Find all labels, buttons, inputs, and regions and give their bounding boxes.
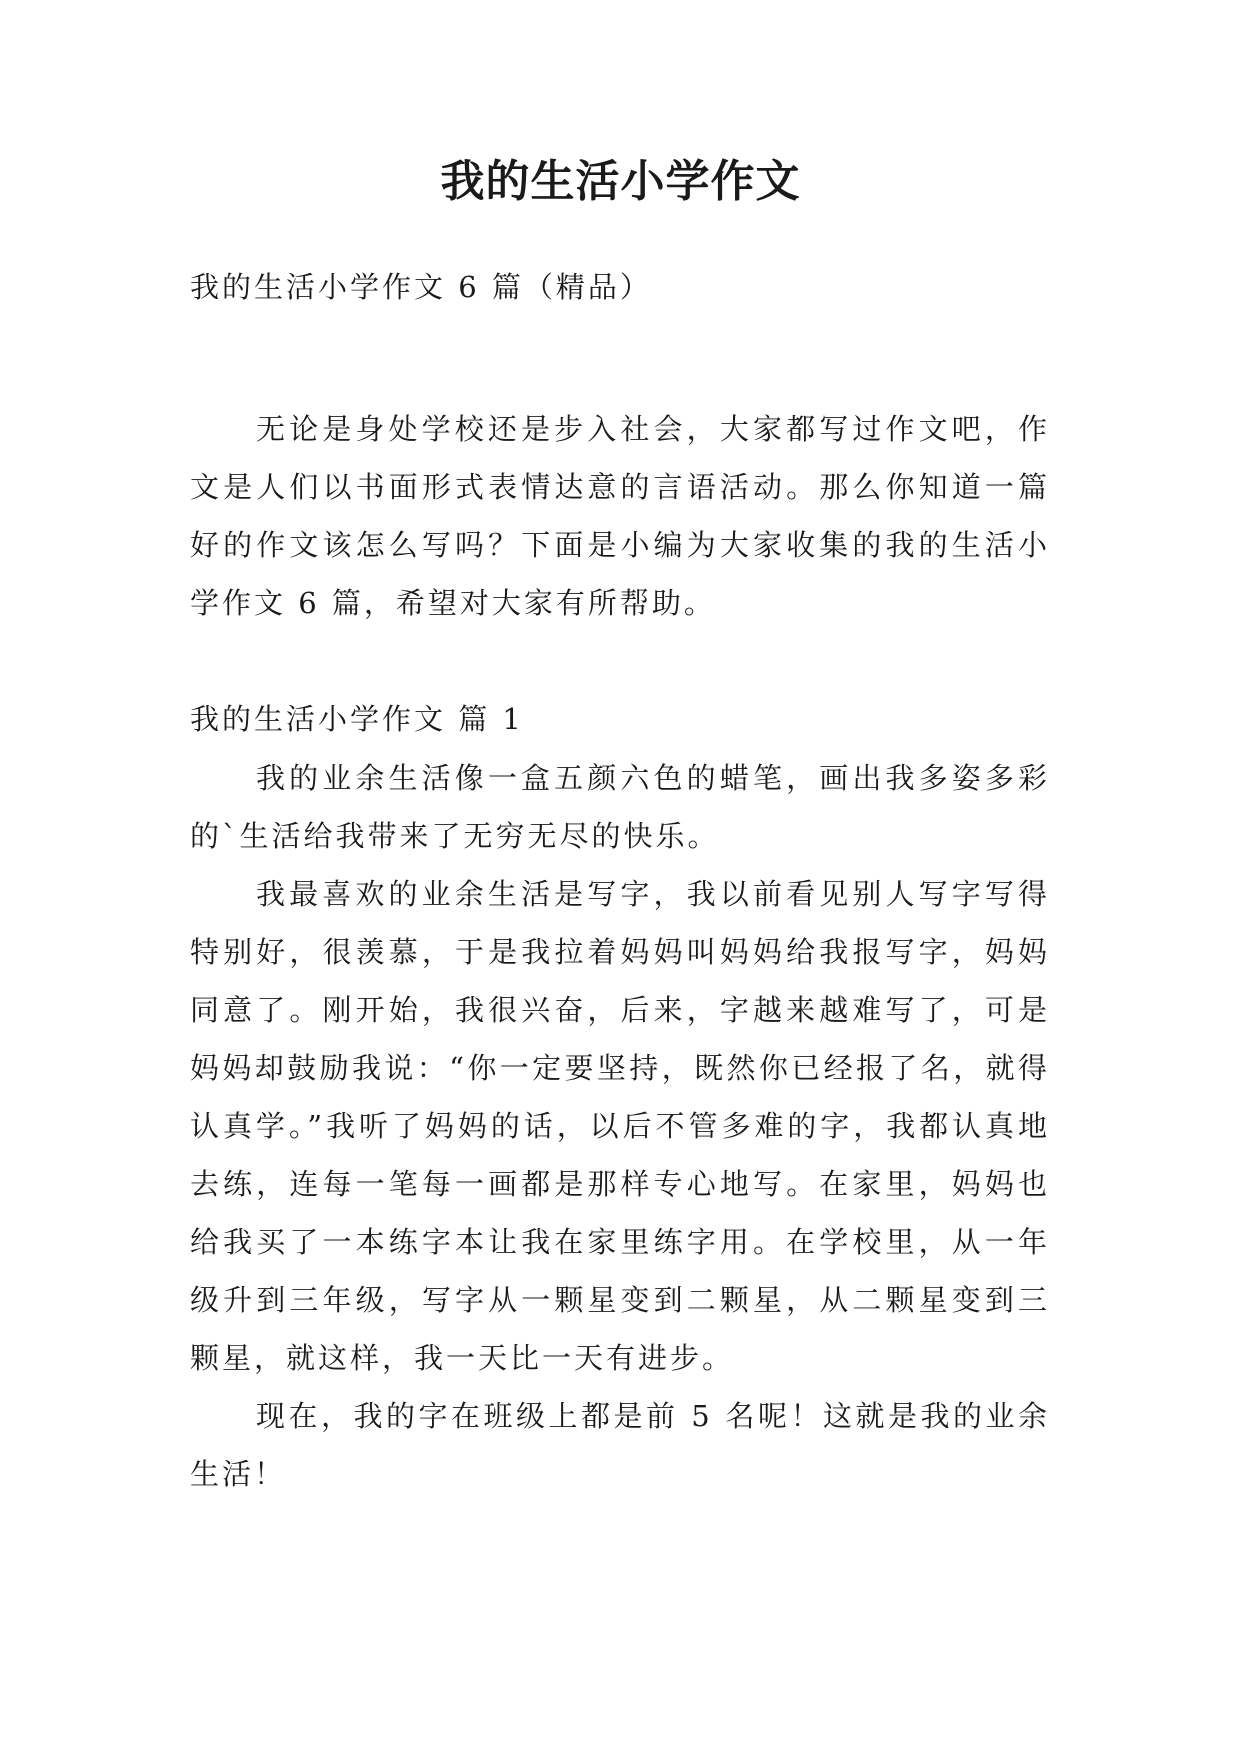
section-heading: 我的生活小学作文 篇 1 — [190, 702, 524, 736]
intro-paragraph: 无论是身处学校还是步入社会，大家都写过作文吧，作文是人们以书面形式表情达意的言语活动。那么你知道一篇好的作文该怎么写吗？下面是小编为大家收集的我的生活小学作文 6 篇，希望对大家有所帮助。 — [190, 412, 1050, 620]
section-body — [190, 749, 1050, 1503]
document-title: 我的生活小学作文 — [440, 156, 801, 207]
body-paragraph: 现在，我的字在班级上都是前 5 名呢！这就是我的业余生活！ — [190, 1399, 1050, 1491]
document-subtitle: 我的生活小学作文 6 篇（精品） — [190, 270, 652, 304]
body-paragraph: 我最喜欢的业余生活是写字，我以前看见别人写字写得特别好，很羡慕，于是我拉着妈妈叫妈妈给我报写字，妈妈同意了。刚开始，我很兴奋，后来，字越来越难写了，可是妈妈却鼓励我说：“你一定要坚持，既然你已经报了名，就得认真学。”我听了妈妈的话，以后不管多难的字，我都认真地去练，连每一笔每一画都是那样专心地写。在家里，妈妈也给我买了一本练字本让我在家里练字用。在学校里，从一年级升到三年级，写字从一颗星变到二颗星，从二颗星变到三颗星，就这样，我一天比一天有进步。 — [190, 877, 1050, 1375]
body-paragraph: 我的业余生活像一盒五颜六色的蜡笔，画出我多姿多彩的`生活给我带来了无穷无尽的快乐。 — [190, 761, 1050, 853]
